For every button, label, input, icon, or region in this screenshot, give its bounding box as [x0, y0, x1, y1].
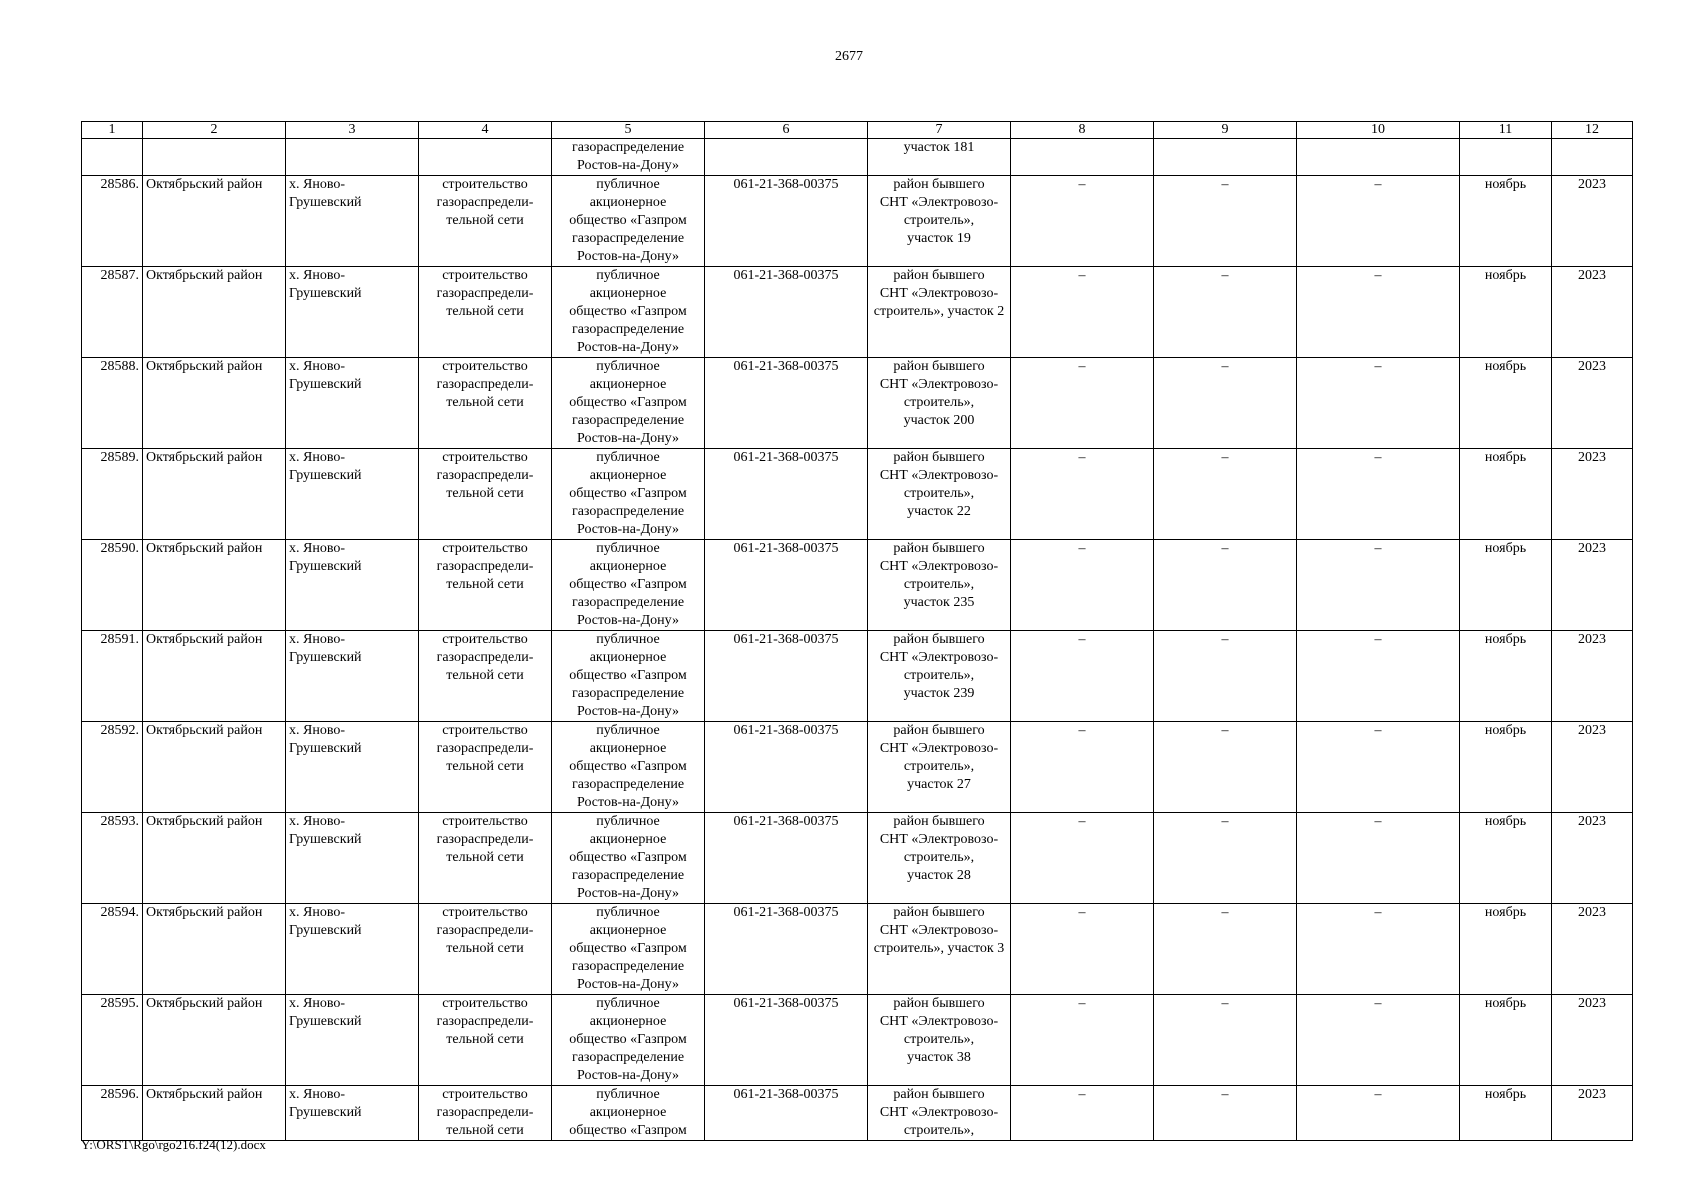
cell-year: 2023 — [1552, 904, 1633, 995]
cell-col9: – — [1154, 813, 1297, 904]
cell-col8: – — [1011, 722, 1154, 813]
cell-year: 2023 — [1552, 449, 1633, 540]
cell-number: 28592. — [82, 722, 143, 813]
cell-location: район бывшего СНТ «Электровозо- строитель», участок 2 — [868, 267, 1011, 358]
table-row — [82, 904, 1633, 995]
cell-col10: – — [1297, 449, 1460, 540]
cell-settlement: х. Яново- Грушевский — [286, 1086, 419, 1141]
cell-organization: публичное акционерное общество «Газпром газораспределение Ростов-на-Дону» — [552, 995, 705, 1086]
cell-col8: – — [1011, 631, 1154, 722]
cell-district: Октябрьский район — [143, 358, 286, 449]
cell-settlement: х. Яново- Грушевский — [286, 995, 419, 1086]
cell-col8: – — [1011, 813, 1154, 904]
cell-reg-number: 061-21-368-00375 — [705, 449, 868, 540]
table-row — [82, 1086, 1633, 1141]
cell-col10: – — [1297, 540, 1460, 631]
cell-col10: – — [1297, 358, 1460, 449]
cell-reg-number: 061-21-368-00375 — [705, 995, 868, 1086]
cell-organization: публичное акционерное общество «Газпром газораспределение Ростов-на-Дону» — [552, 358, 705, 449]
cell-col10: – — [1297, 267, 1460, 358]
cell-year: 2023 — [1552, 631, 1633, 722]
table-row — [82, 358, 1633, 449]
cell-number: 28594. — [82, 904, 143, 995]
register-table — [81, 121, 1633, 1141]
cell-number: 28586. — [82, 176, 143, 267]
cell-number: 28593. — [82, 813, 143, 904]
table-row — [82, 267, 1633, 358]
cell-organization: публичное акционерное общество «Газпром газораспределение Ростов-на-Дону» — [552, 449, 705, 540]
cell-location: район бывшего СНТ «Электровозо- строитель», участок 38 — [868, 995, 1011, 1086]
cell-settlement: х. Яново- Грушевский — [286, 813, 419, 904]
cell-col9: – — [1154, 449, 1297, 540]
cell-district: Октябрьский район — [143, 449, 286, 540]
cell-col8: – — [1011, 995, 1154, 1086]
column-number-row — [82, 122, 1633, 139]
cell-reg-number — [705, 139, 868, 176]
cell-number: 28591. — [82, 631, 143, 722]
cell-purpose — [419, 139, 552, 176]
cell-col10: – — [1297, 904, 1460, 995]
cell-col10 — [1297, 139, 1460, 176]
cell-col8: – — [1011, 540, 1154, 631]
cell-year: 2023 — [1552, 176, 1633, 267]
cell-purpose: строительство газораспредели- тельной сети — [419, 267, 552, 358]
cell-col8 — [1011, 139, 1154, 176]
cell-settlement: х. Яново- Грушевский — [286, 449, 419, 540]
cell-year: 2023 — [1552, 358, 1633, 449]
cell-col10: – — [1297, 631, 1460, 722]
cell-year: 2023 — [1552, 722, 1633, 813]
cell-col8: – — [1011, 449, 1154, 540]
cell-reg-number: 061-21-368-00375 — [705, 722, 868, 813]
cell-month: ноябрь — [1460, 176, 1552, 267]
cell-district: Октябрьский район — [143, 813, 286, 904]
cell-organization: публичное акционерное общество «Газпром газораспределение Ростов-на-Дону» — [552, 267, 705, 358]
cell-purpose: строительство газораспредели- тельной сети — [419, 904, 552, 995]
cell-reg-number: 061-21-368-00375 — [705, 904, 868, 995]
cell-location: район бывшего СНТ «Электровозо- строитель», участок 19 — [868, 176, 1011, 267]
column-header-12: 12 — [1552, 122, 1633, 139]
cell-purpose: строительство газораспредели- тельной сети — [419, 449, 552, 540]
cell-district: Октябрьский район — [143, 1086, 286, 1141]
table-row — [82, 449, 1633, 540]
cell-purpose: строительство газораспредели- тельной сети — [419, 176, 552, 267]
column-header-3: 3 — [286, 122, 419, 139]
cell-col10: – — [1297, 813, 1460, 904]
cell-year: 2023 — [1552, 267, 1633, 358]
cell-reg-number: 061-21-368-00375 — [705, 358, 868, 449]
cell-purpose: строительство газораспредели- тельной сети — [419, 631, 552, 722]
cell-year — [1552, 139, 1633, 176]
column-header-5: 5 — [552, 122, 705, 139]
column-header-10: 10 — [1297, 122, 1460, 139]
cell-reg-number: 061-21-368-00375 — [705, 813, 868, 904]
cell-location: район бывшего СНТ «Электровозо- строитель», участок 3 — [868, 904, 1011, 995]
cell-col8: – — [1011, 904, 1154, 995]
column-header-2: 2 — [143, 122, 286, 139]
cell-purpose: строительство газораспредели- тельной сети — [419, 813, 552, 904]
cell-district: Октябрьский район — [143, 904, 286, 995]
cell-district: Октябрьский район — [143, 722, 286, 813]
cell-month: ноябрь — [1460, 267, 1552, 358]
cell-location: район бывшего СНТ «Электровозо- строитель», участок 22 — [868, 449, 1011, 540]
cell-month: ноябрь — [1460, 631, 1552, 722]
column-header-1: 1 — [82, 122, 143, 139]
table-row — [82, 995, 1633, 1086]
cell-settlement: х. Яново- Грушевский — [286, 722, 419, 813]
cell-district — [143, 139, 286, 176]
column-header-9: 9 — [1154, 122, 1297, 139]
cell-organization: публичное акционерное общество «Газпром газораспределение Ростов-на-Дону» — [552, 813, 705, 904]
cell-col9: – — [1154, 995, 1297, 1086]
table-row — [82, 176, 1633, 267]
cell-col8: – — [1011, 267, 1154, 358]
cell-month — [1460, 139, 1552, 176]
cell-location: участок 181 — [868, 139, 1011, 176]
cell-settlement: х. Яново- Грушевский — [286, 176, 419, 267]
cell-location: район бывшего СНТ «Электровозо- строитель», участок 239 — [868, 631, 1011, 722]
cell-col9: – — [1154, 722, 1297, 813]
cell-year: 2023 — [1552, 540, 1633, 631]
cell-settlement: х. Яново- Грушевский — [286, 631, 419, 722]
cell-purpose: строительство газораспредели- тельной сети — [419, 358, 552, 449]
column-header-8: 8 — [1011, 122, 1154, 139]
cell-organization: публичное акционерное общество «Газпром газораспределение Ростов-на-Дону» — [552, 722, 705, 813]
cell-settlement: х. Яново- Грушевский — [286, 904, 419, 995]
table-row — [82, 631, 1633, 722]
cell-purpose: строительство газораспредели- тельной сети — [419, 1086, 552, 1141]
cell-organization: публичное акционерное общество «Газпром газораспределение Ростов-на-Дону» — [552, 540, 705, 631]
cell-reg-number: 061-21-368-00375 — [705, 540, 868, 631]
cell-month: ноябрь — [1460, 449, 1552, 540]
cell-reg-number: 061-21-368-00375 — [705, 631, 868, 722]
cell-district: Октябрьский район — [143, 267, 286, 358]
column-header-11: 11 — [1460, 122, 1552, 139]
table-row — [82, 722, 1633, 813]
cell-purpose: строительство газораспредели- тельной сети — [419, 540, 552, 631]
cell-reg-number: 061-21-368-00375 — [705, 267, 868, 358]
cell-district: Октябрьский район — [143, 631, 286, 722]
cell-district: Октябрьский район — [143, 995, 286, 1086]
cell-number — [82, 139, 143, 176]
cell-settlement — [286, 139, 419, 176]
cell-month: ноябрь — [1460, 813, 1552, 904]
cell-month: ноябрь — [1460, 540, 1552, 631]
table-row — [82, 540, 1633, 631]
cell-purpose: строительство газораспредели- тельной сети — [419, 995, 552, 1086]
page-number: 2677 — [835, 49, 863, 64]
cell-col9 — [1154, 139, 1297, 176]
cell-month: ноябрь — [1460, 1086, 1552, 1141]
column-header-7: 7 — [868, 122, 1011, 139]
cell-col10: – — [1297, 1086, 1460, 1141]
cell-month: ноябрь — [1460, 904, 1552, 995]
table-row — [82, 813, 1633, 904]
cell-organization: публичное акционерное общество «Газпром газораспределение Ростов-на-Дону» — [552, 631, 705, 722]
cell-reg-number: 061-21-368-00375 — [705, 1086, 868, 1141]
cell-reg-number: 061-21-368-00375 — [705, 176, 868, 267]
cell-number: 28588. — [82, 358, 143, 449]
column-header-6: 6 — [705, 122, 868, 139]
cell-number: 28587. — [82, 267, 143, 358]
cell-location: район бывшего СНТ «Электровозо- строитель», участок 28 — [868, 813, 1011, 904]
cell-year: 2023 — [1552, 813, 1633, 904]
cell-col9: – — [1154, 1086, 1297, 1141]
cell-month: ноябрь — [1460, 358, 1552, 449]
cell-col8: – — [1011, 358, 1154, 449]
cell-settlement: х. Яново- Грушевский — [286, 540, 419, 631]
cell-purpose: строительство газораспредели- тельной сети — [419, 722, 552, 813]
cell-number: 28589. — [82, 449, 143, 540]
cell-settlement: х. Яново- Грушевский — [286, 358, 419, 449]
cell-col8: – — [1011, 176, 1154, 267]
cell-number: 28596. — [82, 1086, 143, 1141]
cell-month: ноябрь — [1460, 995, 1552, 1086]
cell-col10: – — [1297, 176, 1460, 267]
footer-file-path: Y:\ORST\Rgo\rgo216.f24(12).docx — [81, 1137, 266, 1152]
cell-col9: – — [1154, 904, 1297, 995]
cell-year: 2023 — [1552, 1086, 1633, 1141]
cell-settlement: х. Яново- Грушевский — [286, 267, 419, 358]
cell-col9: – — [1154, 176, 1297, 267]
cell-district: Октябрьский район — [143, 176, 286, 267]
cell-col8: – — [1011, 1086, 1154, 1141]
cell-col9: – — [1154, 358, 1297, 449]
cell-location: район бывшего СНТ «Электровозо- строитель», участок 235 — [868, 540, 1011, 631]
cell-col10: – — [1297, 995, 1460, 1086]
cell-col9: – — [1154, 540, 1297, 631]
cell-organization: публичное акционерное общество «Газпром газораспределение Ростов-на-Дону» — [552, 176, 705, 267]
cell-number: 28595. — [82, 995, 143, 1086]
cell-organization: публичное акционерное общество «Газпром газораспределение Ростов-на-Дону» — [552, 904, 705, 995]
cell-col9: – — [1154, 631, 1297, 722]
cell-location: район бывшего СНТ «Электровозо- строитель», — [868, 1086, 1011, 1141]
cell-number: 28590. — [82, 540, 143, 631]
cell-col10: – — [1297, 722, 1460, 813]
cell-district: Октябрьский район — [143, 540, 286, 631]
cell-year: 2023 — [1552, 995, 1633, 1086]
cell-location: район бывшего СНТ «Электровозо- строитель», участок 200 — [868, 358, 1011, 449]
cell-col9: – — [1154, 267, 1297, 358]
continuation-row — [82, 139, 1633, 176]
cell-organization: публичное акционерное общество «Газпром — [552, 1086, 705, 1141]
cell-organization: газораспределение Ростов-на-Дону» — [552, 139, 705, 176]
cell-month: ноябрь — [1460, 722, 1552, 813]
column-header-4: 4 — [419, 122, 552, 139]
cell-location: район бывшего СНТ «Электровозо- строитель», участок 27 — [868, 722, 1011, 813]
